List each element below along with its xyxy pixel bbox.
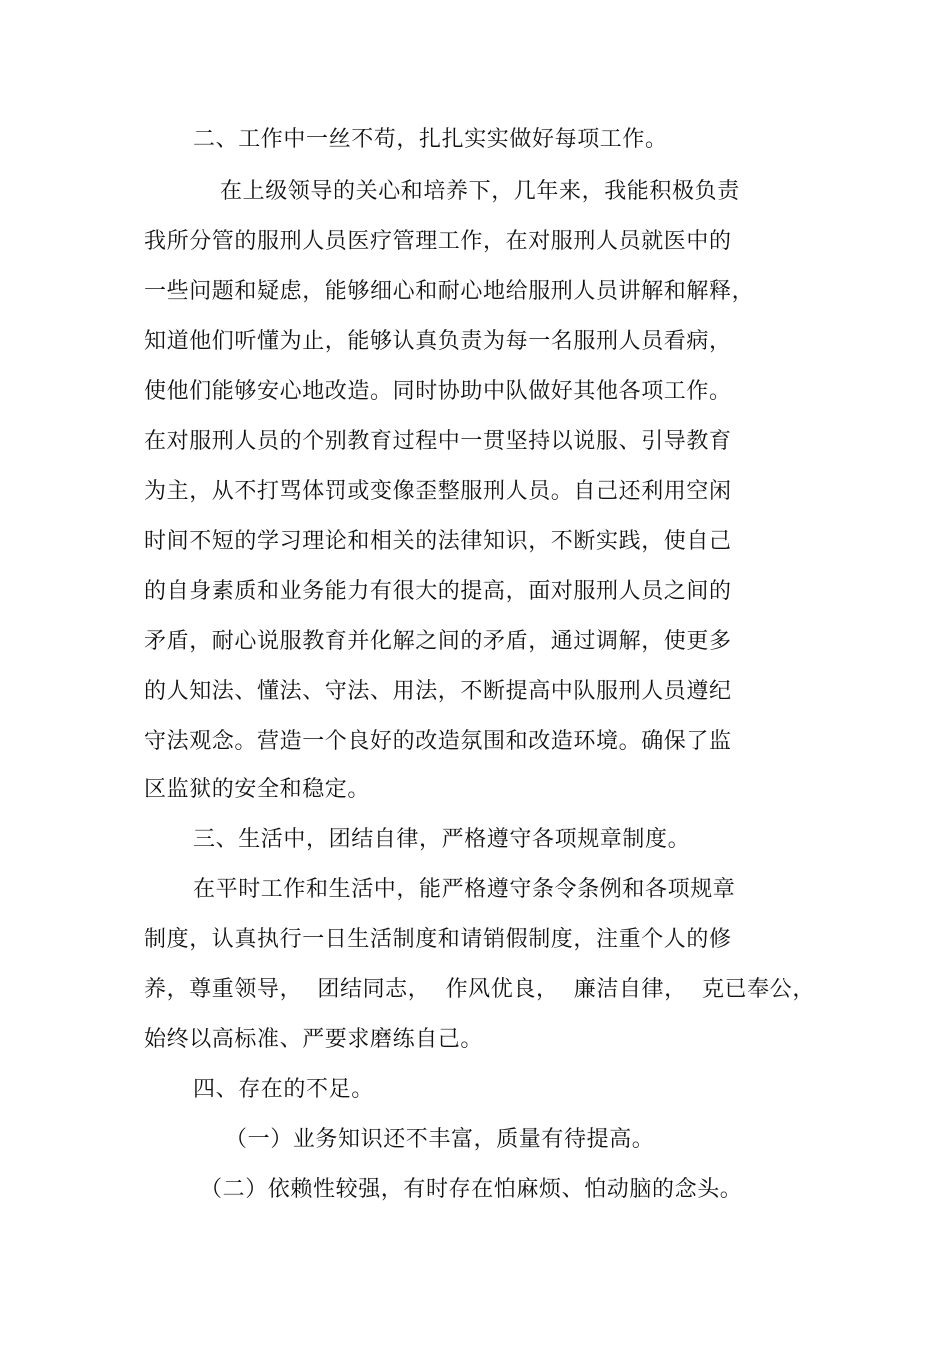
paragraph-line: 的自身素质和业务能力有很大的提高，面对服刑人员之间的 (144, 579, 732, 604)
section-heading-shortcomings: 四、存在的不足。 (193, 1077, 374, 1102)
paragraph-line: 使他们能够安心地改造。同时协助中队做好其他各项工作。 (144, 379, 732, 404)
section-heading-life: 三、生活中，团结自律，严格遵守各项规章制度。 (193, 827, 691, 852)
paragraph-line: 知道他们听懂为止，能够认真负责为每一名服刑人员看病， (144, 329, 732, 354)
paragraph-line: 区监狱的安全和稳定。 (144, 777, 371, 802)
list-item: （二）依赖性较强，有时存在怕麻烦、怕动脑的念头。 (200, 1177, 743, 1202)
paragraph-line: 守法观念。营造一个良好的改造氛围和改造环境。确保了监 (144, 729, 732, 754)
paragraph-line: 我所分管的服刑人员医疗管理工作，在对服刑人员就医中的 (144, 229, 732, 254)
paragraph-line: 始终以高标准、严要求磨练自己。 (144, 1027, 484, 1052)
paragraph-line: 矛盾，耐心说服教育并化解之间的矛盾，通过调解，使更多 (144, 629, 732, 654)
list-item: （一）业务知识还不丰富，质量有待提高。 (225, 1127, 655, 1152)
paragraph-line: 养，尊重领导， 团结同志， 作风优良， 廉洁自律， 克已奉公， (144, 977, 815, 1002)
paragraph-line: 为主，从不打骂体罚或变像歪整服刑人员。自己还利用空闲 (144, 479, 732, 504)
paragraph-line: 的人知法、懂法、守法、用法，不断提高中队服刑人员遵纪 (144, 679, 732, 704)
paragraph-line: 在对服刑人员的个别教育过程中一贯坚持以说服、引导教育 (144, 429, 732, 454)
paragraph-line: 在上级领导的关心和培养下，几年来，我能积极负责 (220, 179, 740, 204)
paragraph-line: 制度，认真执行一日生活制度和请销假制度，注重个人的修 (144, 927, 732, 952)
paragraph-line: 一些问题和疑虑，能够细心和耐心地给服刑人员讲解和解释， (144, 279, 755, 304)
paragraph-line: 在平时工作和生活中，能严格遵守条令条例和各项规章 (193, 877, 736, 902)
section-heading-work: 二、工作中一丝不苟，扎扎实实做好每项工作。 (193, 127, 668, 152)
paragraph-line: 时间不短的学习理论和相关的法律知识，不断实践，使自己 (144, 529, 732, 554)
